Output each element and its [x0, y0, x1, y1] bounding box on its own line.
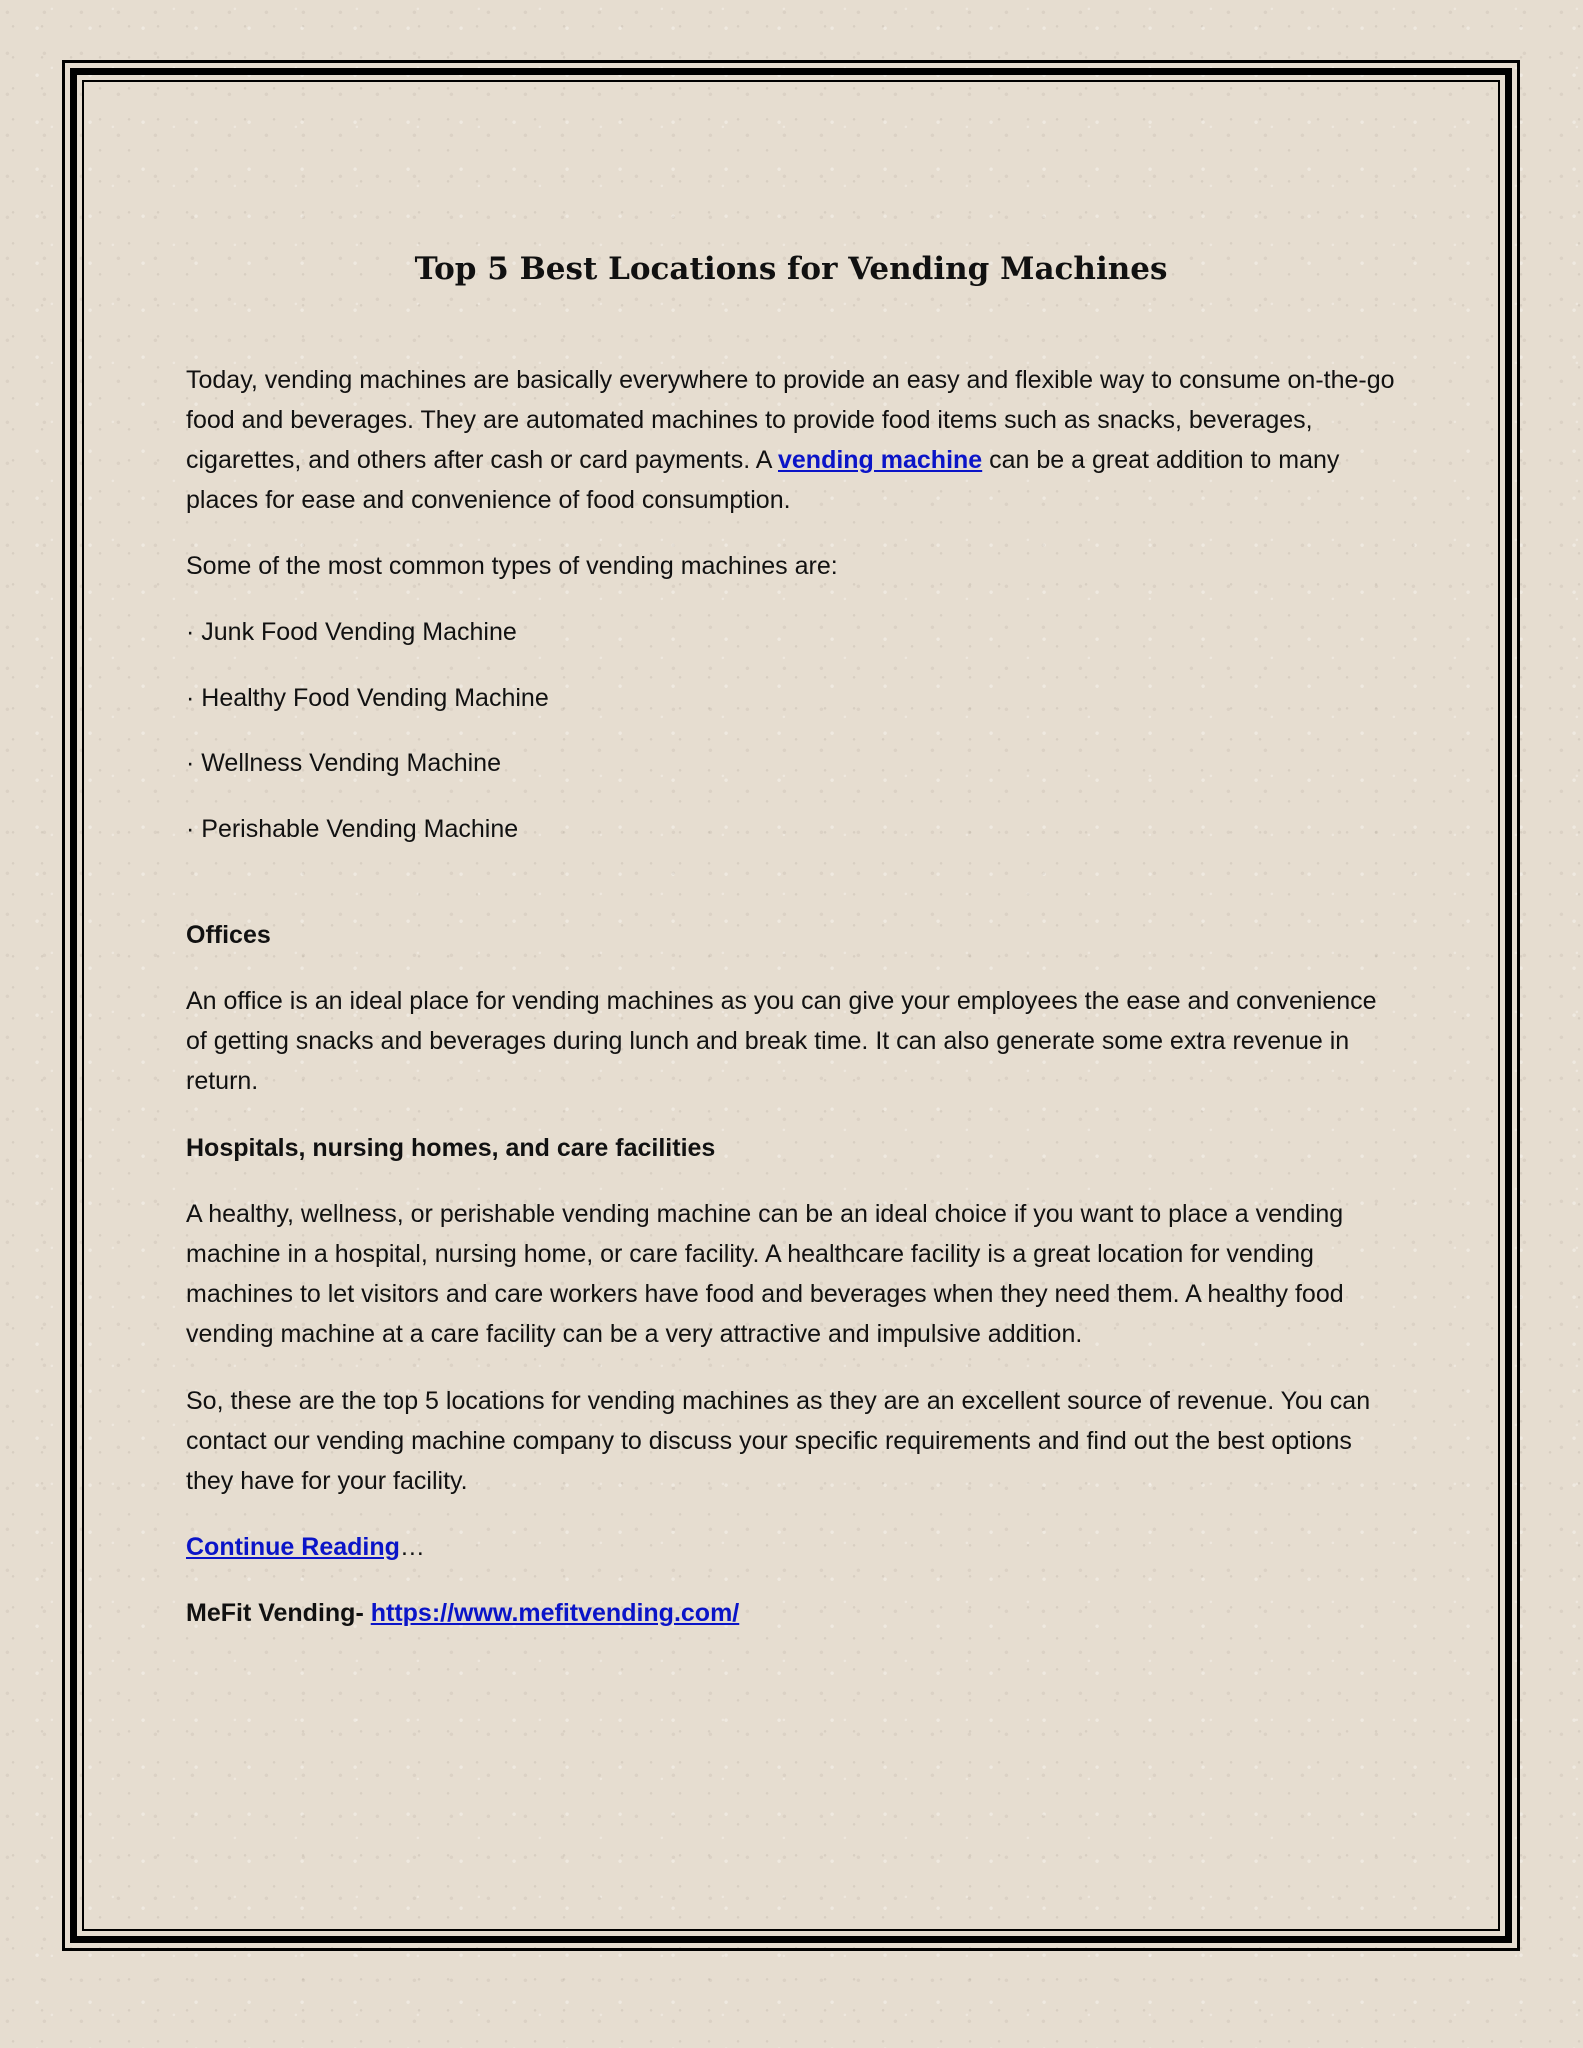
continue-reading-ellipsis: … [399, 1533, 425, 1561]
intro-text-before-link: Today, vending machines are basically everywhere to provide an easy and flexible way to consume on-the-go food and beverages. They are automated machines to provide food items such as snacks, beverages, cigarettes, and others after cash or card payments. A [186, 366, 1395, 474]
section-body-offices: An office is an ideal place for vending machines as you can give your employees the ease and convenience of getting snacks and beverages during lunch and break time. It can also generate some extra revenue in return. [186, 987, 1377, 1095]
list-item-perishable: · Perishable Vending Machine [186, 815, 519, 843]
intro-paragraph [186, 360, 1396, 520]
types-intro: Some of the most common types of vending machines are: [186, 552, 838, 580]
document-title: Top 5 Best Locations for Vending Machines [414, 251, 1168, 287]
section-heading-offices: Offices [186, 921, 271, 949]
list-item-junk-food: · Junk Food Vending Machine [186, 618, 517, 646]
intro-text-after-link: can be a great addition to many places for ease and convenience of food consumption. [186, 446, 1340, 514]
section-heading-hospitals: Hospitals, nursing homes, and care facilities [186, 1134, 716, 1162]
section-body-hospitals: A healthy, wellness, or perishable vending machine can be an ideal choice if you want to place a vending machine in a hospital, nursing home, or care facility. A healthcare facility is a great location for vending machines to let visitors and care workers have food and beverages when they need them. A healthy food vending machine at a care facility can be a very attractive and impulsive addition. [186, 1200, 1344, 1348]
company-website-link[interactable]: https://www.mefitvending.com/ [370, 1599, 740, 1627]
company-name: MeFit Vending- [186, 1599, 371, 1627]
company-line [186, 1593, 739, 1633]
list-item-healthy-food: · Healthy Food Vending Machine [186, 684, 549, 712]
list-item-wellness: · Wellness Vending Machine [186, 749, 501, 777]
summary-paragraph: So, these are the top 5 locations for vending machines as they are an excellent source of revenue. You can contact our vending machine company to discuss your specific requirements and find out the best options they have for your facility. [186, 1387, 1371, 1495]
continue-reading-line [186, 1527, 425, 1567]
vending-machine-link[interactable]: vending machine [777, 446, 983, 474]
continue-reading-link[interactable]: Continue Reading [186, 1533, 400, 1561]
